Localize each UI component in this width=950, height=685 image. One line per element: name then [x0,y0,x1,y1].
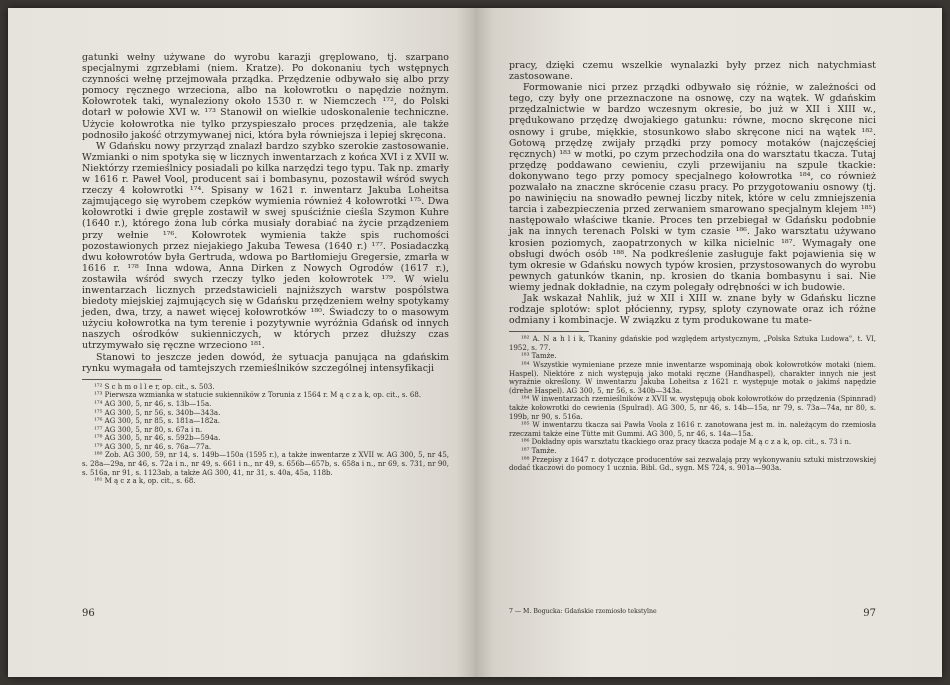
page-number: 96 [82,608,95,619]
paragraph: Stanowi to jeszcze jeden dowód, że sytuacja panująca na gdańskim rynku wymagała od tamtejszych rzemieślników szczególnej intensyfikacji [82,351,449,374]
book-spread [8,8,942,677]
footnote: ¹⁷⁵ AG 300, 5, nr 56, s. 340b—343a. [94,408,221,417]
running-foot: 7 — M. Bogucka: Gdańskie rzemiosło tekstylne [509,608,657,615]
paragraph: pracy, dzięki czemu wszelkie wynalazki były przez nich natychmiast zastosowane. [509,60,876,83]
left-page-footnotes [82,379,449,486]
paragraph: W Gdańsku nowy przyrząd znalazł bardzo szybko szerokie zastosowanie. Wzmianki o nim spotyka się w licznych inwentarzach z końca XVI i z XVII w. Niektórzy rzemieślnicy posiadali po kilka narzędzi tego typu. Tak np. zmarły w 1616 r. Paweł Vool, producent sai i bombasynu, pozostawił wśród swych rzeczy 4 kołowrotki ¹⁷⁴. Spisany w 1621 r. inwentarz Jakuba Loheitsa zajmującego się wyrobem czepków wymienia również 4 kołowrotki ¹⁷⁵. Dwa kołowrotki i dwie gręple zostawił w swej spuściźnie cieśla Szymon Kuhre (1640 r.), którego żona lub córka musiały dorabiać na życie prządzeniem przy wełnie ¹⁷⁶. Kołowrotek wymienia także spis ruchomości pozostawionych przez niejakiego Jakuba Tewesa (1640 r.) ¹⁷⁷. Posiadaczką dwu kołowrotów była Gertruda, wdowa po Bartłomieju Gregersie, zmarła w 1616 r. ¹⁷⁸ Inna wdowa, Anna Dirken z Nowych Ogrodów (1617 r.), zostawiła wśród swych rzeczy tylko jeden kołowrotek ¹⁷⁹. W wielu inwentarzach licznych przedstawicieli najniższych warstw pospólstwa biedoty miejskiej zajmujących się w Gdańsku przędzeniem wełny spotykamy jeden, dwa, trzy, a nawet więcej kołowrotków ¹⁸⁰. Świadczy to o masowym użyciu kołowrotka na tym terenie i pozytywnie wyróżnia Gdańsk od innych naszych ośrodków sukienniczych, w których przez dłuższy czas utrzymywało się ręczne wrzeciono ¹⁸¹. [82,140,449,352]
right-page-footnotes [509,331,876,473]
paragraph: Jak wskazał Nahlik, już w XII i XIII w. znane były w Gdańsku liczne rodzaje splotów: splot płócienny, rypsy, sploty czynowate oraz ich różne odmiany i kombinacje. W związku z tym produkowane tu mate- [509,292,876,327]
footnote: ¹⁷⁶ AG 300, 5, nr 85, s. 181a—182a. [94,417,221,426]
footnote: ¹⁸² A. N a h l i k, Tkaniny gdańskie pod względem artystycznym, „Polska Sztuka Ludowa", t. VI, 1952, s. 77. [509,335,876,352]
footnote: ¹⁸⁷ Tamże. [521,446,557,455]
footnote: ¹⁸⁰ Zob. AG 300, 59, nr 14, s. 149b—150a (1595 r.), a także inwentarze z XVII w. AG 300, 5, nr 45, s. 28a—29a, nr 46, s. 72a i n., nr 49, s. 661 i n., nr 49, s. 656b—657b, s. 658a i n., nr 69, s. 731, nr 90, s. 516a, nr 91, s. 1123ab, a także AG 300, 41, nr 31, s. 40a, 45a, 118b. [82,451,449,477]
footnote: ¹⁷⁷ AG 300, 5, nr 80, s. 67a i n. [94,425,203,434]
footnote: ¹⁷² S c h m o l l e r, op. cit., s. 503. [94,382,215,391]
footnote-rule [82,379,162,380]
left-page-body [82,52,449,374]
right-page [475,8,942,677]
footnote: ¹⁸⁴ Wszystkie wymieniane przeze mnie inwentarze wspominają obok kołowrotków motaki (niem. Haspel). Niektóre z nich występują jako motaki ręczne (Handhaspel), charakter innych nie jest wyraźnie określony. W inwentarzu Jakuba Loheitsa z 1621 r. występuje motak o jakimś napędzie (drehe Haspel). AG 300, 5, nr 56, s. 340b—343a. [509,361,876,395]
footnote-rule [509,331,589,332]
footnote: ¹⁷⁸ AG 300, 5, nr 46, s. 592b—594a. [94,434,221,443]
footnote: ¹⁸³ Tamże. [521,352,557,361]
footnote: ¹⁸⁸ Przepisy z 1647 r. dotyczące producentów sai zezwalają przy wykonywaniu sztuki mistrzowskiej dodać tkaczowi do pomocy 1 ucznia. Bibl. Gd., sygn. MS 724, s. 901a—903a. [509,455,876,473]
footnote: ¹⁸¹ M ą c z a k, op. cit., s. 68. [94,477,196,486]
paragraph: gatunki wełny używane do wyrobu karazji gręplowano, tj. szarpano specjalnymi zgrzebłami (niem. Kratze). Po dokonaniu tych wstępnych czynności wełnę przejmowała prządka. Przędzenie odbywało się albo przy pomocy ręcznego wrzeciona, albo na kołowrotku o napędzie nożnym. Kołowrotek taki, wynaleziony około 1530 r. w Niemczech ¹⁷², do Polski dotarł w połowie XVI w. ¹⁷³ Stanowił on wielkie udoskonalenie techniczne. Użycie kołowrotka nie tylko przyspieszało proces przędzenia, ale także podnosiło jakość otrzymywanej nici, która była równiejsza i lepiej skręcona. [82,52,449,141]
footnote: ¹⁷⁴ AG 300, 5, nr 46, s. 13b—15a. [94,399,212,408]
paragraph: Formowanie nici przez prządki odbywało się różnie, w zależności od tego, czy były one przeznaczone na osnowę, czy na wątek. W gdańskim przędzalnictwie w bardzo wczesnym okresie, bo już w XII i XIII w., prędukowano przędzę dwojakiego gatunku: równe, mocno skręcone nici osnowy i grube, miękkie, stosunkowo słabo skręcone nici na wątek ¹⁸². Gotową przędzę zwijały prządki przy pomocy motaków (najczęściej ręcznych) ¹⁸³ w motki, po czym przechodziła ona do warsztatu tkacza. Tutaj przędzę poddawano cewieniu, czyli przewijaniu na szpule tkackie: dokonywano tego przy pomocy specjalnego kołowrotka ¹⁸⁴, co również pozwalało na znaczne skrócenie czasu pracy. Po przygotowaniu osnowy (tj. po nawinięciu na snowadło pewnej liczby nitek, które w celu zmniejszenia tarcia i zabezpieczenia przed zerwaniem smarowano specjalnym klejem ¹⁸⁵) następowało właściwe tkanie. Proces ten przebiegał w Gdańsku podobnie jak na innych terenach Polski w tym czasie ¹⁸⁶. Jako warsztatu używano krosien poziomych, zaopatrzonych w kilka nicielnic ¹⁸⁷. Wymagały one obsługi dwóch osób ¹⁸⁸. Na podkreślenie zasługuje fakt pojawienia się w tym okresie w Gdańsku nowych typów krosien, przystosowanych do wyrobu pewnych gatunków tkanin, np. krosien do tkania bombasynu i sai. Nie wiemy jednak dokładnie, na czym polegały odrębności w ich budowie. [509,82,876,293]
footnote: ¹⁸⁶ Dokładny opis warsztatu tkackiego oraz pracy tkacza podaje M ą c z a k, op. cit., s. 73 i n. [521,438,852,447]
footnote: ¹⁷³ Pierwsza wzmianka w statucie sukienników z Torunia z 1564 r. M ą c z a k, op. cit., s. 68. [94,391,422,400]
left-page [8,8,475,677]
page-number: 97 [863,608,876,619]
footnote: ¹⁷⁹ AG 300, 5, nr 46, s. 76a—77a. [94,442,212,451]
footnote: ¹⁸⁴ W inwentarzach rzemieślników z XVII w. występują obok kołowrotków do przędzenia (Spinnrad) także kołowrotki do cewienia (Spulrad). AG 300, 5, nr 46, s. 14b—15a, nr 79, s. 73a—74a, nr 80, s. 199b, nr 90, s. 516a. [509,395,876,421]
right-page-body [509,60,876,326]
footnote: ¹⁸⁵ W inwentarzu tkacza sai Pawła Voola z 1616 r. zanotowana jest m. in. należącym do rzemiosła rzeczami także eine Tütte mit Gummi. AG 300, 5, nr 46, s. 14a—15a. [509,421,876,438]
